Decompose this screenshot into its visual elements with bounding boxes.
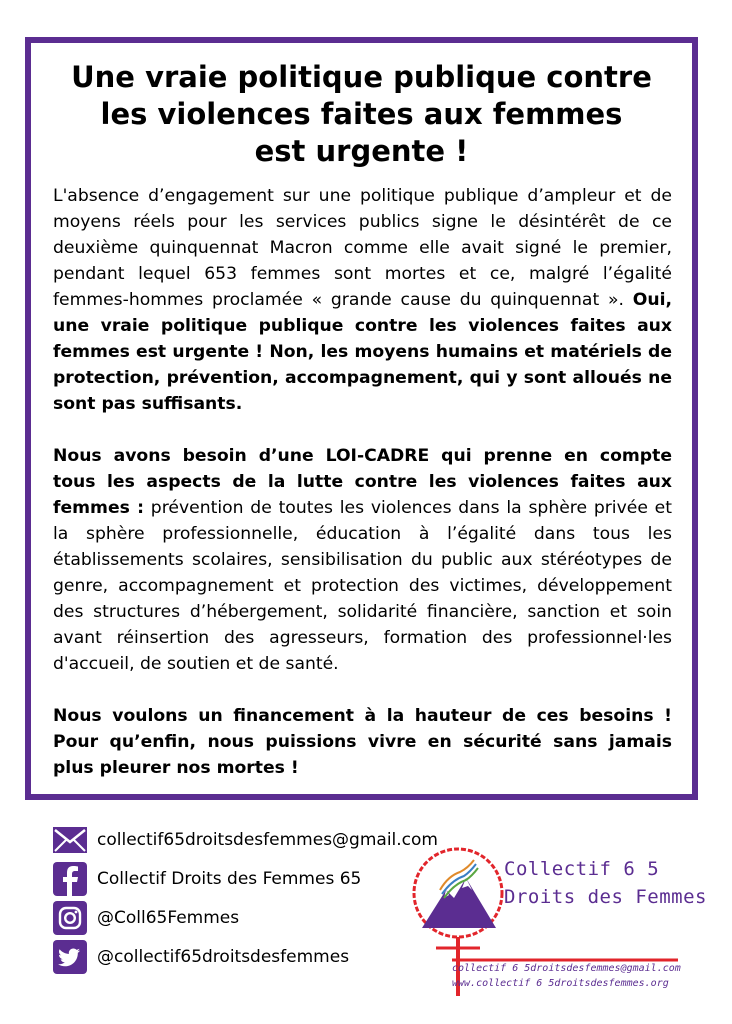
paragraph-1	[53, 183, 672, 417]
logo-title-line-2: Droits des Femmes	[504, 886, 707, 908]
paragraph-1-normal: L'absence d’engagement sur une politique publique d’ampleur et de moyens réels pour les services publics signe le désintérêt de ce deuxième quinquennat Macron comme elle avait signé le premier, pendant lequel 653 femmes sont mortes et ce, malgré l’égalité femmes-hommes proclamée « grande cause du quinquennat ».	[53, 186, 672, 310]
body-text	[53, 183, 672, 807]
poster-frame	[25, 37, 698, 800]
twitter-link[interactable]: @collectif65droitsdesfemmes	[97, 947, 350, 967]
contact-twitter[interactable]	[52, 939, 349, 975]
paragraph-3	[53, 703, 672, 781]
collectif-logo	[408, 838, 707, 1018]
contact-facebook[interactable]	[52, 861, 361, 897]
paragraph-1-bold: Oui, une vraie politique publique contre les violences faites aux femmes est urgente ! Non, les moyens humains et matériels de protection, prévention, accompagnement, qui y sont alloués ne sont pas suffisants.	[53, 290, 672, 414]
logo-email: collectif 6 5droitsdesfemmes@gmail.com	[452, 963, 681, 974]
contact-email[interactable]	[52, 822, 438, 858]
instagram-icon	[52, 900, 88, 936]
paragraph-3-bold: Nous voulons un financement à la hauteur de ces besoins ! Pour qu’enfin, nous puissions vivre en sécurité sans jamais plus pleurer nos mortes !	[53, 706, 672, 778]
contact-instagram[interactable]	[52, 900, 239, 936]
page-title: Une vraie politique publique contre les violences faites aux femmes est urgente !	[71, 60, 652, 168]
logo-website: www.collectif 6 5droitsdesfemmes.org	[452, 978, 669, 989]
instagram-link[interactable]: @Coll65Femmes	[97, 908, 240, 928]
envelope-icon	[52, 822, 88, 858]
facebook-icon	[52, 861, 88, 897]
paragraph-2-bold: Nous avons besoin d’une LOI-CADRE qui prenne en compte tous les aspects de la lutte contre les violences faites aux femmes :	[53, 446, 672, 518]
paragraph-2	[53, 443, 672, 677]
facebook-link[interactable]: Collectif Droits des Femmes 65	[97, 869, 362, 889]
email-link[interactable]: collectif65droitsdesfemmes@gmail.com	[97, 830, 438, 850]
twitter-icon	[52, 939, 88, 975]
paragraph-2-normal: prévention de toutes les violences dans la sphère privée et la sphère professionnelle, éducation à l’égalité dans tous les établissements scolaires, sensibilisation du public aux stéréotypes de genre, accompagnement et protection des victimes, développement des structures d’hébergement, solidarité financière, sanction et soin avant réinsertion des agresseurs, formation des professionnel·les d'accueil, de soutien et de santé.	[53, 498, 672, 674]
logo-title-line-1: Collectif 6 5	[504, 858, 660, 880]
